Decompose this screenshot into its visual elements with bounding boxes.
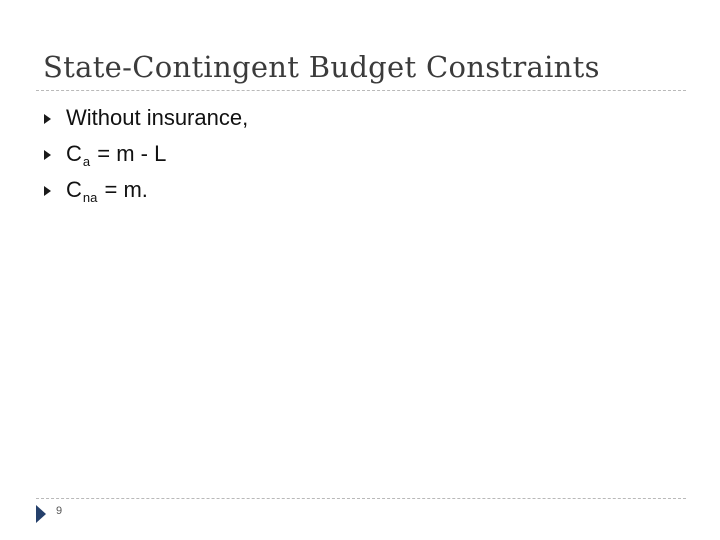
formula-expression: = m. xyxy=(104,177,148,202)
bullet-formula xyxy=(66,140,166,168)
bullet-formula xyxy=(66,176,148,204)
footer-arrow-icon xyxy=(36,505,46,523)
formula-expression: = m - L xyxy=(97,141,167,166)
formula-subscript: na xyxy=(82,190,98,205)
formula-subscript: a xyxy=(82,154,91,169)
title-divider xyxy=(36,90,686,91)
slide-title: State-Contingent Budget Constraints xyxy=(43,50,600,84)
footer-divider xyxy=(36,498,686,499)
page-number: 9 xyxy=(56,505,63,517)
formula-variable: C xyxy=(66,141,82,166)
bullet-text: Without insurance, xyxy=(66,105,249,130)
formula-variable: C xyxy=(66,177,82,202)
bullet-arrow-icon xyxy=(44,186,51,196)
bullet-arrow-icon xyxy=(44,114,51,124)
bullet-arrow-icon xyxy=(44,150,51,160)
